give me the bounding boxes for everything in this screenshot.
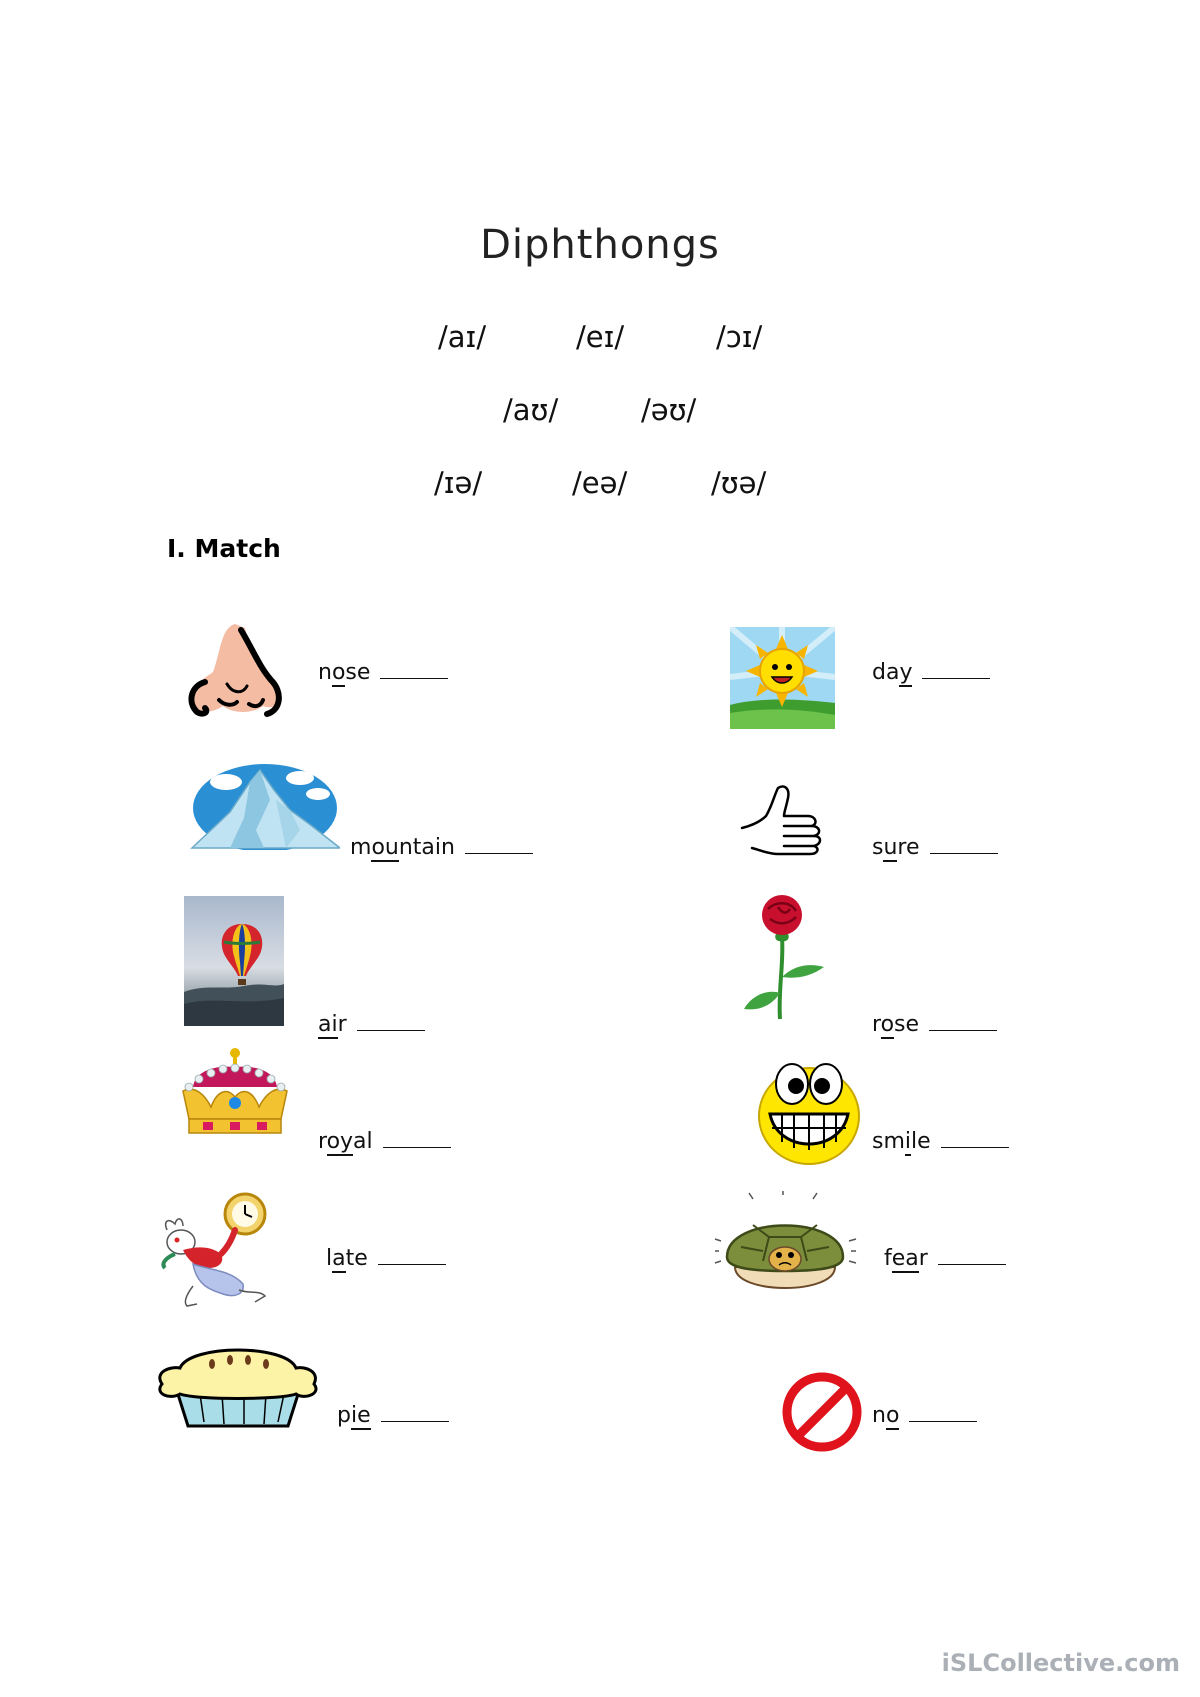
word-rose: rose [872,1012,997,1037]
answer-blank[interactable] [378,1263,446,1265]
answer-blank[interactable] [465,852,533,854]
ipa-ie: /ɪə/ [434,466,483,500]
word-no: no [872,1403,977,1428]
answer-blank[interactable] [909,1420,977,1422]
word-pie: pie [337,1403,449,1428]
smiley-icon [756,1056,862,1166]
crown-icon [175,1047,295,1139]
word-late: late [326,1246,446,1271]
ipa-ou: /əʊ/ [641,393,697,427]
ipa-au: /aʊ/ [503,393,559,427]
answer-blank[interactable] [941,1146,1009,1148]
answer-blank[interactable] [383,1146,451,1148]
sun-icon [730,627,835,729]
answer-blank[interactable] [381,1420,449,1422]
answer-blank[interactable] [930,852,998,854]
ipa-ei: /eɪ/ [576,320,625,354]
section-title: I. Match [167,534,281,563]
nose-icon [183,620,285,720]
white-rabbit-icon [153,1190,275,1310]
word-royal: royal [318,1129,451,1154]
word-sure: sure [872,835,998,860]
word-air: air [318,1012,425,1037]
ipa-oi: /ɔɪ/ [716,320,763,354]
answer-blank[interactable] [357,1029,425,1031]
thumbs-up-icon [738,782,828,860]
answer-blank[interactable] [938,1263,1006,1265]
watermark: iSLCollective.com [941,1649,1180,1677]
turtle-icon [713,1191,858,1301]
hot-air-balloon-icon [184,896,284,1026]
mountain-icon [190,760,340,850]
ipa-ua: /ʊə/ [711,466,767,500]
answer-blank[interactable] [922,677,990,679]
word-nose: nose [318,660,448,685]
answer-blank[interactable] [929,1029,997,1031]
word-smile: smile [872,1129,1009,1154]
ipa-ea: /eə/ [572,466,628,500]
word-fear: fear [884,1246,1006,1271]
ipa-ai: /aɪ/ [438,320,487,354]
word-day: day [872,660,990,685]
pie-icon [150,1336,326,1432]
no-sign-icon [780,1370,864,1454]
rose-icon [738,893,830,1021]
answer-blank[interactable] [380,677,448,679]
word-mountain: mountain [350,835,533,860]
page-title: Diphthongs [480,222,720,268]
